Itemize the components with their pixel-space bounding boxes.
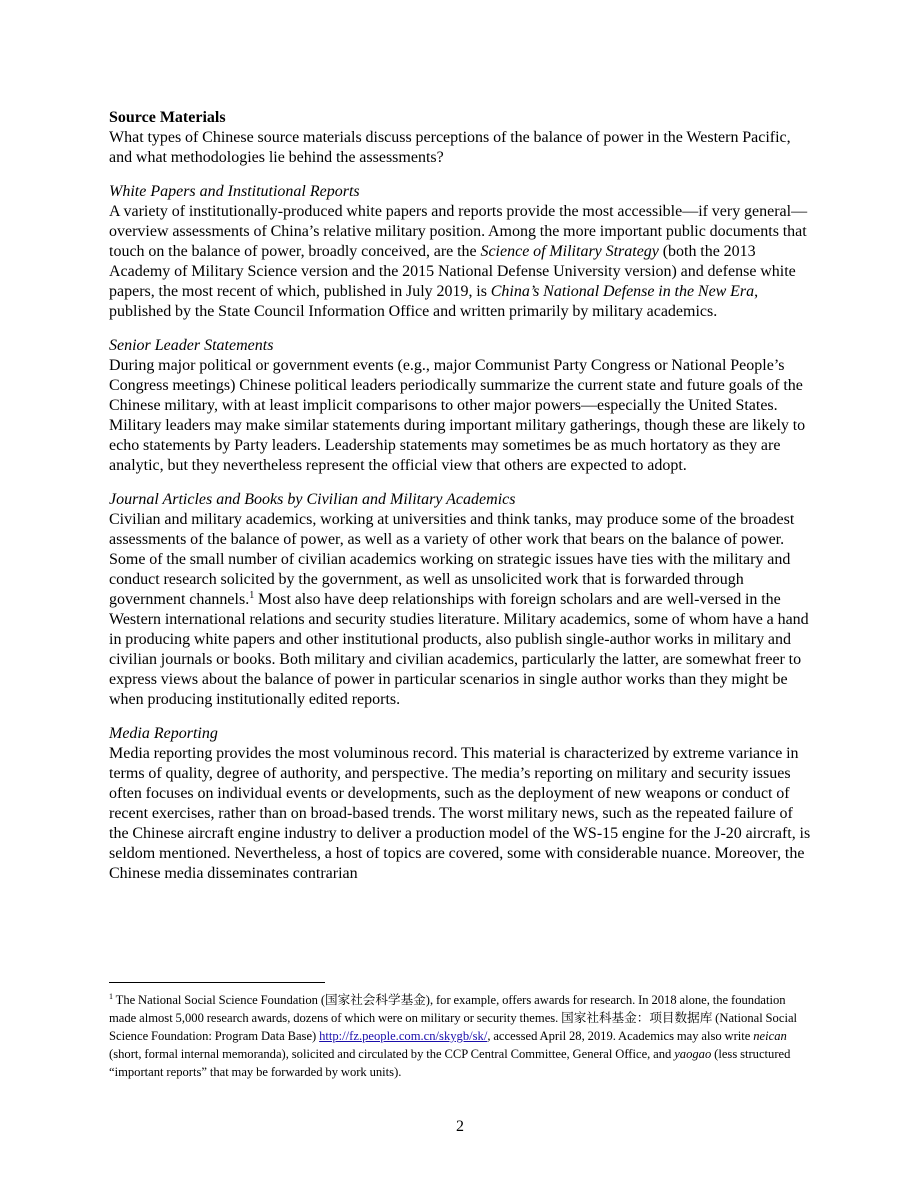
footnotes bbox=[109, 982, 813, 1081]
footnote-divider bbox=[109, 982, 325, 983]
media-heading: Media Reporting bbox=[109, 725, 218, 742]
senior-leader-heading: Senior Leader Statements bbox=[109, 337, 274, 354]
media-paragraph: Media reporting provides the most voluminous record. This material is characterized by extreme variance in terms of quality, degree of authority, and perspective. The media’s reporting on military and security issues often focuses on individual events or developments, such as the deployment of new weapons or conduct of recent exercises, rather than on broad-based trends. The worst military news, such as the repeated failure of the Chinese aircraft engine industry to deliver a production model of the WS-15 engine for the J-20 aircraft, is seldom mentioned. Nevertheless, a host of topics are covered, some with considerable nuance. Moreover, the Chinese media disseminates contrarian bbox=[109, 745, 811, 882]
journal-paragraph bbox=[109, 510, 811, 710]
footnote-text-3: (short, formal internal memoranda), solicited and circulated by the CCP Central Committee, General Office, and bbox=[109, 1047, 675, 1061]
section-title: Source Materials bbox=[109, 109, 226, 126]
journal-text-2: Most also have deep relationships with foreign scholars and are well-versed in the Western international relations and security studies literature. Military academics, some of whom have a hand in producing white papers and other institutional products, also publish single-author works in military and civilian journals or books. Both military and civilian academics, particularly the latter, are somewhat freer to express views about the balance of power in particular scenarios in single author works than they might be when producing institutionally edited reports. bbox=[109, 591, 809, 708]
science-of-military-strategy-title: Science of Military Strategy bbox=[480, 243, 659, 260]
footnote-link[interactable]: http://fz.people.com.cn/skygb/sk/ bbox=[319, 1029, 488, 1043]
white-papers-paragraph bbox=[109, 202, 811, 322]
footnote-term-neican: neican bbox=[753, 1029, 787, 1043]
journal-text-1: Civilian and military academics, working at universities and think tanks, may produce some of the broadest assessments of the balance of power, as well as a variety of other work that bears on the balance of power. Some of the small number of civilian academics working on strategic issues have ties with the military and conduct research solicited by the government, as well as unsolicited work that is forwarded through government channels. bbox=[109, 511, 795, 608]
document-body bbox=[109, 108, 811, 884]
page-number: 2 bbox=[456, 1118, 464, 1135]
white-papers-text-1: A variety of institutionally-produced white papers and reports provide the most accessible—if very general—overview assessments of China’s relative military position. Among the more important public documents that touch on the balance of power, broadly conceived, are the bbox=[109, 203, 808, 260]
white-papers-text-2: (both the 2013 Academy of Military Science version and the 2015 National Defense University version) and defense white papers, the most recent of which, published in July 2019, is bbox=[109, 243, 796, 300]
journal-heading: Journal Articles and Books by Civilian and Military Academics bbox=[109, 491, 516, 508]
section-intro: What types of Chinese source materials discuss perceptions of the balance of power in the Western Pacific, and what methodologies lie behind the assessments? bbox=[109, 129, 791, 166]
senior-leader-paragraph: During major political or government events (e.g., major Communist Party Congress or National People’s Congress meetings) Chinese political leaders periodically summarize the current state and future goals of the Chinese military, with at least implicit comparisons to other major powers—especially the United States. Military leaders may make similar statements during important military gatherings, though these are likely to echo statements by Party leaders. Leadership statements may sometimes be as much hortatory as they are analytic, but they nevertheless represent the official view that others are expected to adopt. bbox=[109, 357, 806, 474]
national-defense-new-era-title: China’s National Defense in the New Era bbox=[490, 283, 755, 300]
footnote-text-2: , accessed April 28, 2019. Academics may also write bbox=[487, 1029, 754, 1043]
footnote-text-4: (less structured “important reports” that may be forwarded by work units). bbox=[109, 1047, 791, 1079]
footnote-term-yaogao: yaogao bbox=[674, 1047, 712, 1061]
white-papers-heading: White Papers and Institutional Reports bbox=[109, 183, 360, 200]
footnote-text-1: The National Social Science Foundation (国家社会科学基金), for example, offers awards for research. In 2018 alone, the foundation made almost 5,000 research awards, dozens of which were on military or security themes. 国家社科基金：项目数据库 (National Social Science Foundation: Program Data Base) bbox=[109, 993, 798, 1043]
white-papers-text-3: , published by the State Council Information Office and written primarily by military academics. bbox=[109, 283, 759, 320]
footnote-reference[interactable]: 1 bbox=[249, 590, 255, 601]
footnote-number: 1 bbox=[109, 992, 113, 1001]
footnote-1 bbox=[109, 991, 813, 1081]
